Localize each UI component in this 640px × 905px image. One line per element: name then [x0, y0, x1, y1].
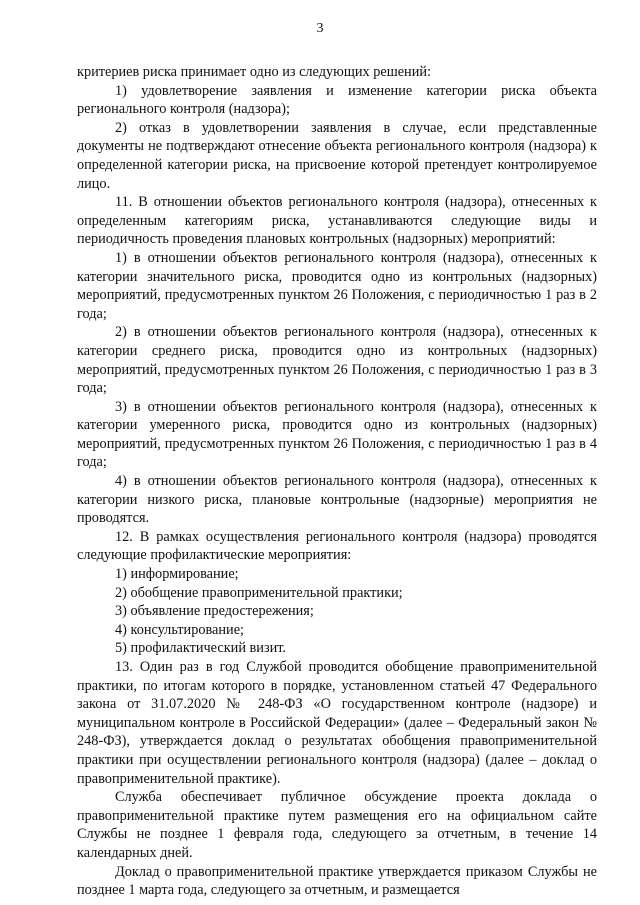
- document-body: [77, 63, 597, 900]
- paragraph-15: 13. Один раз в год Службой проводится обобщение правоприменительной практики, по итогам которого в порядке, установленном статьей 47 Федерального закона от 31.07.2020 № 248-ФЗ «О государственном контроле (надзоре) и муниципальном контроле в Российской Федерации» (далее – Федеральный закон № 248-ФЗ), утверждается доклад о результатах обобщения правоприменительной практики при осуществлении регионального контроля (надзора) (далее – доклад о правоприменительной практике).: [77, 659, 597, 787]
- list-item-generalization: 2) обобщение правоприменительной практики;: [115, 584, 403, 601]
- paragraph-17: Доклад о правоприменительной практике утверждается приказом Службы не позднее 1 марта года, следующего за отчетным, и размещается: [77, 863, 597, 899]
- list-item-visit: 5) профилактический визит.: [115, 640, 286, 657]
- paragraph-16: Служба обеспечивает публичное обсуждение проекта доклада о правоприменительной практике путем размещения его на официальном сайте Службы не позднее 1 февраля года, следующего за отчетным, в течение 14 календарных дней.: [77, 789, 597, 861]
- list-item-informing: 1) информирование;: [115, 566, 239, 583]
- paragraph-4: 11. В отношении объектов регионального контроля (надзора), отнесенных к определенным категориям риска, устанавливаются следующие виды и периодичность проведения плановых контрольных (надзорных) мероприятий:: [77, 194, 597, 248]
- paragraph-9: 12. В рамках осуществления регионального контроля (надзора) проводятся следующие профилактические мероприятия:: [77, 528, 597, 564]
- page-number: 3: [316, 21, 324, 36]
- paragraph-3: 2) отказ в удовлетворении заявления в случае, если представленные документы не подтверждают отнесение объекта регионального контроля (надзора) к определенной категории риска, на присвоение которой претендует контролируемое лицо.: [77, 119, 597, 192]
- paragraph-1: критериев риска принимает одно из следующих решений:: [77, 64, 431, 80]
- paragraph-2: 1) удовлетворение заявления и изменение категории риска объекта регионального контроля (надзора);: [77, 82, 597, 118]
- paragraph-8: 4) в отношении объектов регионального контроля (надзора), отнесенных к категории низкого риска, плановые контрольные (надзорные) мероприятия не проводятся.: [77, 473, 597, 527]
- list-item-warning: 3) объявление предостережения;: [115, 603, 314, 620]
- paragraph-5: 1) в отношении объектов регионального контроля (надзора), отнесенных к категории значительного риска, проводится одно из контрольных (надзорных) мероприятий, предусмотренных пунктом 26 Положения, с периодичностью 1 раз в 2 года;: [77, 249, 597, 322]
- paragraph-6: 2) в отношении объектов регионального контроля (надзора), отнесенных к категории среднего риска, проводится одно из контрольных (надзорных) мероприятий, предусмотренных пунктом 26 Положения, с периодичностью 1 раз в 3 года;: [77, 324, 597, 397]
- paragraph-7: 3) в отношении объектов регионального контроля (надзора), отнесенных к категории умеренного риска, проводится одно из контрольных (надзорных) мероприятий, предусмотренных пунктом 26 Положения, с периодичностью 1 раз в 4 года;: [77, 398, 597, 471]
- list-item-consulting: 4) консультирование;: [115, 621, 245, 638]
